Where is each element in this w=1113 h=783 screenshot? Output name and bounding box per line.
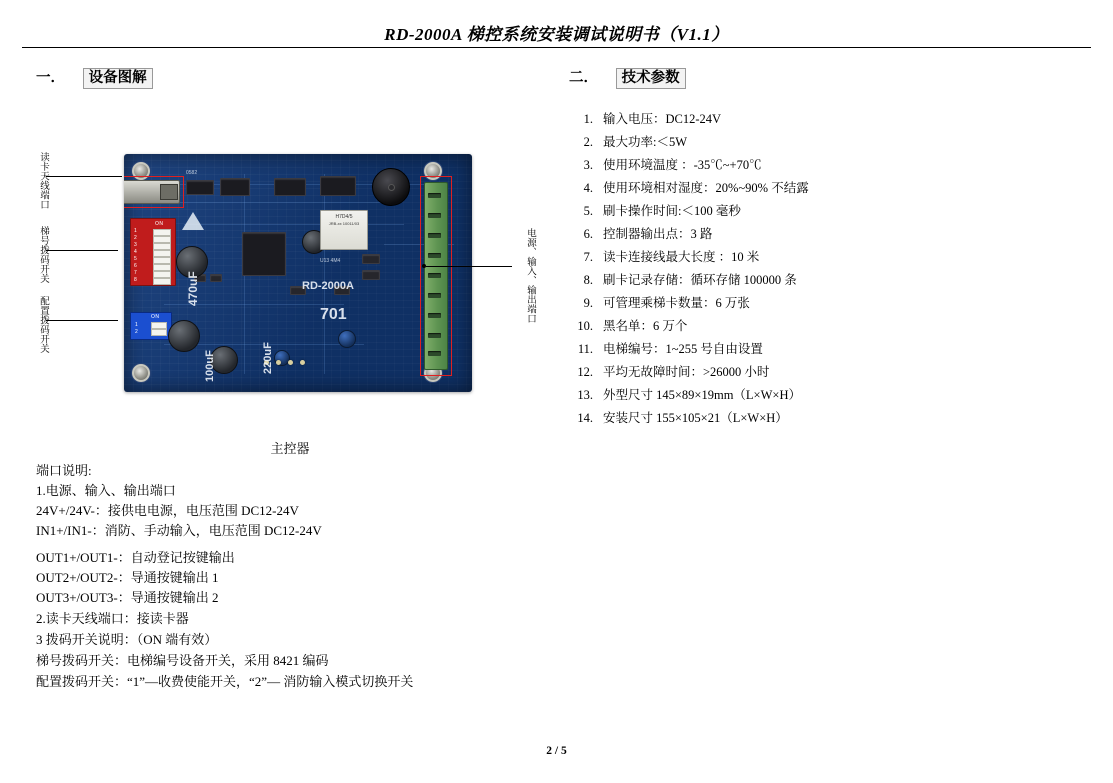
antenna-highlight-box: [124, 176, 184, 208]
silk-701: 701: [320, 306, 347, 323]
spec-index: 2.: [583, 135, 593, 149]
port-desc-line: 3 拨码开关说明：（ON 端有效）: [36, 632, 218, 647]
page-number: 2 / 5: [546, 745, 567, 757]
spec-index: 11.: [577, 342, 593, 356]
spec-index: 14.: [577, 411, 593, 425]
brand-triangle-logo: [182, 212, 204, 230]
solder-pad: [288, 360, 293, 365]
smd-component: [362, 254, 380, 264]
callout-elevator-dip: 梯号拨码开关: [38, 226, 48, 283]
spec-text: 电梯编号：1~255 号自由设置: [603, 342, 763, 356]
spec-row: [569, 315, 1089, 338]
controller-board-image: [108, 140, 488, 402]
dip-slider: [153, 278, 171, 285]
dip-on-label: ON: [151, 314, 160, 320]
technical-spec-list: [569, 108, 1089, 430]
spec-index: 4.: [583, 181, 593, 195]
spec-row: [569, 292, 1089, 315]
section-heading-technical-specs: [569, 66, 686, 87]
spec-text: 刷卡操作时间:＜100 毫秒: [603, 204, 741, 218]
spec-index: 3.: [583, 158, 593, 172]
dip-digit-column: 1 2 3 4 5 6 7 8: [134, 228, 137, 283]
ic-chip: [320, 176, 356, 196]
silk-model: RD-2000A: [302, 280, 354, 292]
spec-row: [569, 361, 1089, 384]
port-desc-line: 24V+/24V-：接供电电源，电压范围 DC12-24V: [36, 503, 299, 518]
solder-pad: [276, 360, 281, 365]
spec-index: 9.: [583, 296, 593, 310]
page-header-title: RD-2000A 梯控系统安装调试说明书（V1.1）: [384, 25, 729, 44]
dip-slider: [153, 229, 171, 236]
dip-slider: [153, 236, 171, 243]
spec-row: [569, 177, 1089, 200]
section-title-2: 技术参数: [616, 68, 686, 89]
ic-chip: [274, 178, 306, 196]
port-desc-line: 2.读卡天线端口：接读卡器: [36, 611, 189, 626]
silk-chip-label: 0582: [186, 170, 198, 176]
spec-index: 5.: [583, 204, 593, 218]
mcu-chip: [242, 232, 286, 276]
section-title-1: 设备图解: [83, 68, 153, 89]
elevator-number-dip-switch[interactable]: [130, 218, 176, 286]
spec-text: 使用环境温度 ：-35℃~+70℃: [603, 158, 762, 172]
config-dip-switch[interactable]: [130, 312, 172, 340]
board-caption: 主控器: [270, 441, 310, 456]
dip-slider: [153, 243, 171, 250]
spec-row: [569, 246, 1089, 269]
port-desc-line: 1.电源、输入、输出端口: [36, 483, 176, 498]
spec-index: 12.: [577, 365, 593, 379]
leader-line: [46, 320, 118, 321]
port-desc-line: OUT2+/OUT2-：导通按键输出 1: [36, 570, 219, 585]
leader-line: [46, 250, 118, 251]
solder-pad: [300, 360, 305, 365]
dip-on-label: ON: [155, 221, 164, 227]
spec-text: 平均无故障时间：>26000 小时: [603, 365, 770, 379]
spec-row: [569, 223, 1089, 246]
buzzer: [372, 168, 410, 206]
spec-text: 最大功率:＜5W: [603, 135, 688, 149]
spec-row: [569, 154, 1089, 177]
spec-text: 控制器输出点：3 路: [603, 227, 713, 241]
spec-index: 6.: [583, 227, 593, 241]
spec-text: 可管理乘梯卡数量：6 万张: [603, 296, 750, 310]
port-desc-line: OUT1+/OUT1-：自动登记按键输出: [36, 550, 235, 565]
ic-chip: [186, 180, 214, 195]
spec-text: 刷卡记录存储：循环存储 100000 条: [603, 273, 797, 287]
spec-text: 外型尺寸 145×89×19mm（L×W×H）: [603, 388, 801, 402]
leader-line: [46, 176, 122, 177]
spec-row: [569, 269, 1089, 292]
dip-digit-column: 1 2: [135, 322, 138, 335]
spec-row: [569, 407, 1089, 430]
spec-text: 输入电压：DC12-24V: [603, 112, 722, 126]
port-desc-heading: 端口说明:: [36, 463, 92, 478]
spec-row: [569, 108, 1089, 131]
spec-row: [569, 200, 1089, 223]
ic-chip: [220, 178, 250, 196]
spec-index: 1.: [583, 112, 593, 126]
spec-row: [569, 384, 1089, 407]
spec-text: 读卡连接线最大长度 ：10 米: [603, 250, 760, 264]
silk-ic-label: U13 4M4: [320, 258, 341, 264]
pcb-trace: [184, 224, 404, 225]
spec-row: [569, 338, 1089, 361]
smd-component: [210, 274, 222, 282]
dip-slider: [151, 322, 167, 329]
spec-text: 安装尺寸 155×105×21（L×W×H）: [603, 411, 788, 425]
mounting-hole: [132, 364, 150, 382]
port-desc-line: 梯号拨码开关：电梯编号设备开关，采用 8421 编码: [36, 653, 329, 668]
silk-cap3: 100uF: [204, 350, 216, 382]
spec-text: 黑名单：6 万个: [603, 319, 688, 333]
silk-cap2: 220uF: [262, 342, 274, 374]
silk-cap1: 470uF: [186, 271, 200, 306]
dip-slider: [153, 257, 171, 264]
electrolytic-capacitor: [168, 320, 200, 352]
dip-slider: [153, 250, 171, 257]
spec-index: 13.: [577, 388, 593, 402]
section-number-1: 一．: [36, 70, 65, 86]
callout-antenna-port: 读卡天线端口: [38, 152, 48, 209]
spec-row: [569, 131, 1089, 154]
relay-label-top: H7D4/5: [335, 214, 353, 220]
header-divider: [22, 47, 1091, 48]
terminal-highlight-box: [420, 176, 452, 376]
spec-index: 10.: [577, 319, 593, 333]
relay: [320, 210, 368, 250]
spec-index: 8.: [583, 273, 593, 287]
pcb-body: [124, 154, 472, 392]
leader-dot: [422, 264, 426, 268]
port-desc-line: 配置拨码开关：“1”—收费使能开关，“2”— 消防输入模式切换开关: [36, 674, 414, 689]
section-heading-equipment-diagram: [36, 66, 153, 87]
smd-component: [362, 270, 380, 280]
spec-index: 7.: [583, 250, 593, 264]
relay-label-sub: JRB-xx 10011/03: [328, 221, 360, 226]
dip-slider: [153, 271, 171, 278]
callout-config-dip: 配置拨码开关: [38, 296, 48, 353]
dip-slider: [153, 264, 171, 271]
section-number-2: 二．: [569, 70, 598, 86]
spec-text: 使用环境相对湿度：20%~90% 不结露: [603, 181, 809, 195]
leader-line: [426, 266, 512, 267]
callout-power-io-ports: 电源、输入、输出端口: [525, 228, 535, 323]
port-desc-line: IN1+/IN1-：消防、手动输入，电压范围 DC12-24V: [36, 523, 322, 538]
port-desc-line: OUT3+/OUT3-：导通按键输出 2: [36, 590, 219, 605]
dip-slider: [151, 329, 167, 336]
capacitor: [338, 330, 356, 348]
